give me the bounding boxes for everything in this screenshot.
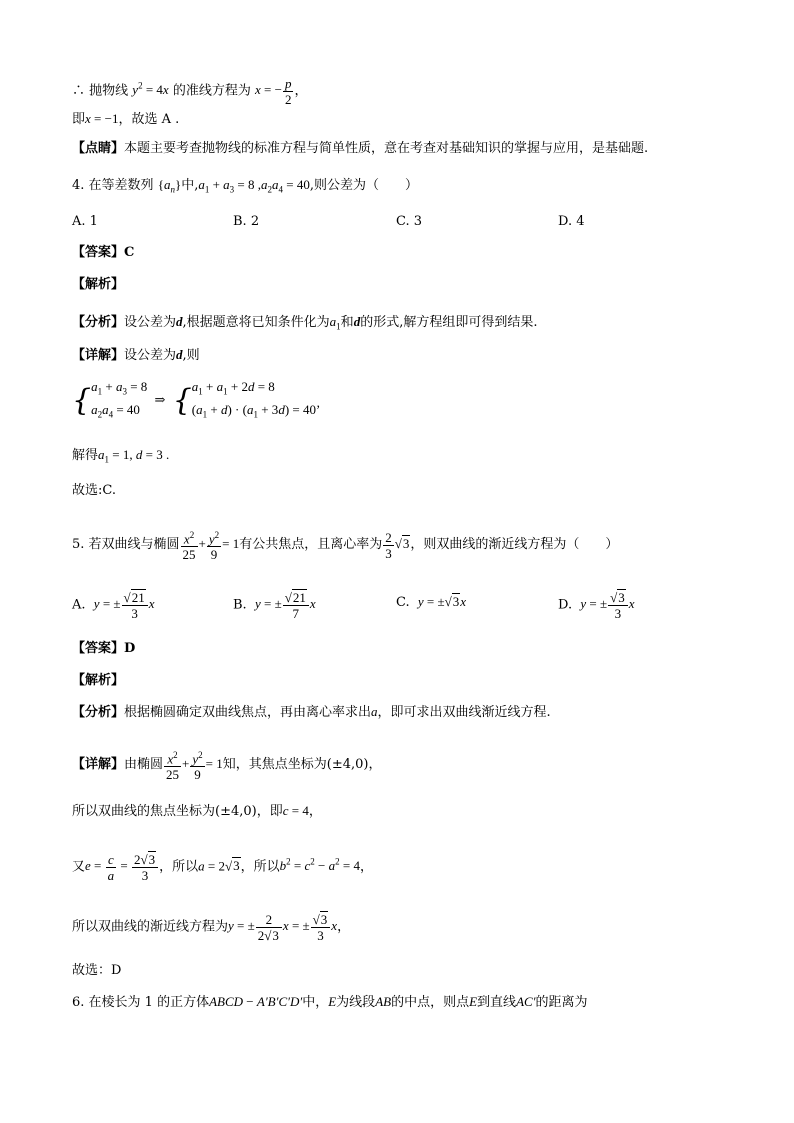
q4-fenxi-d: 的形式,解方程组即可得到结果. bbox=[360, 315, 538, 330]
q4-solve-pre: 解得 bbox=[72, 448, 99, 463]
q4-option-a: A. 1 bbox=[72, 214, 98, 229]
line-dianjing bbox=[72, 140, 648, 158]
q5-pre: 5. 若双曲线与椭圆 bbox=[72, 537, 180, 553]
q5-fenxi-b: ，即可求出双曲线渐近线方程. bbox=[377, 705, 551, 720]
q5-guxuan: 故选：D bbox=[72, 963, 122, 978]
formula-b2: $b^2 = c^2 - a^2 = 4$ bbox=[279, 857, 360, 874]
formula-c4: c = 4 bbox=[282, 803, 309, 818]
q4-xj-b: ,则 bbox=[182, 348, 200, 363]
q4-solution bbox=[72, 446, 169, 469]
q5-line2: 所以双曲线的焦点坐标为(±4,0)，即c = 4， bbox=[72, 803, 322, 819]
line-directrix: ∴ 抛物线 $y^2 = 4x$ 的准线方程为 x = − $\frac{p}{2}$ ， bbox=[72, 76, 308, 107]
q5-option-b: B. y = ± $\frac{√21}{7}$ x bbox=[233, 590, 316, 621]
text-dianjing: 本题主要考查抛物线的标准方程与简单性质，意在考查对基础知识的掌握与应用，是基础题. bbox=[124, 141, 649, 156]
question-4 bbox=[72, 176, 418, 199]
q4-stem-pre: 4. 在等差数列 bbox=[72, 178, 154, 193]
formula-q4-result: $a_1 = 1$, d = 3 . bbox=[98, 447, 170, 465]
formula-x-neg1: x = −1 bbox=[85, 111, 119, 126]
formula-seq: $\{a_n\}$ bbox=[157, 177, 182, 195]
q4-answer: 【答案】C bbox=[72, 245, 135, 260]
q4-guxuan: 故选:C. bbox=[72, 483, 116, 498]
q5-xj-a: 由椭圆 bbox=[124, 757, 164, 773]
formula-foci: (±4,0)， bbox=[326, 757, 382, 773]
formula-parabola: $y^2 = 4x$ bbox=[132, 81, 169, 98]
q5-l3-b: ，所以 bbox=[159, 859, 199, 875]
tag-xiangjie: 【详解】 bbox=[72, 348, 125, 363]
q6-b: 中， bbox=[302, 995, 329, 1010]
q4-system: {$a_1 + a_3 = 8$ $a_2a_4 = 40$ ⇒ {$a_1 + a_1 + 2d = 8$ $(a_1 + d) \cdot (a_1 + 3d) = 40$’ bbox=[72, 379, 321, 420]
tag-dianjing: 【点睛】 bbox=[72, 141, 125, 156]
tag-fenxi: 【分析】 bbox=[72, 315, 125, 330]
q5-option-c: C. y = ±√3x bbox=[396, 594, 467, 610]
q4-option-b: B. 2 bbox=[233, 214, 260, 229]
q4-option-c: C. 3 bbox=[396, 214, 423, 229]
var-E: E bbox=[328, 994, 337, 1009]
tag-xiangjie-5: 【详解】 bbox=[72, 757, 125, 773]
formula-ellipse-2: $\frac{x^2}{25}$ + $\frac{y^2}{9}$ = 1 bbox=[166, 750, 223, 783]
q4-option-d: D. 4 bbox=[558, 214, 585, 229]
var-a: a bbox=[371, 704, 378, 719]
text-therefore-parabola: ∴ 抛物线 bbox=[72, 83, 129, 99]
q4-fenxi bbox=[72, 313, 537, 336]
formula-directrix: x = − $\frac{p}{2}$ bbox=[254, 76, 292, 107]
q4-fenxi-c: 和 bbox=[340, 315, 354, 330]
q6-a: 6. 在棱长为 1 的正方体 bbox=[72, 995, 210, 1010]
q5-answer: 【答案】D bbox=[72, 641, 136, 656]
var-d-2: d bbox=[353, 314, 361, 329]
q5-l3-a: 又 bbox=[72, 859, 86, 875]
q5-option-a: A. y = ± $\frac{√21}{3}$ x bbox=[72, 590, 155, 621]
var-E-2: E bbox=[469, 994, 478, 1009]
tag-fenxi-5: 【分析】 bbox=[72, 705, 125, 720]
formula-a: a = 2√3 bbox=[198, 858, 240, 874]
q6-c: 为线段 bbox=[336, 995, 376, 1010]
line-so-x bbox=[72, 110, 179, 129]
q4-xiangjie bbox=[72, 346, 200, 365]
q5-xiangjie bbox=[72, 748, 381, 782]
q5-jiexi: 【解析】 bbox=[72, 673, 125, 688]
q5-fenxi-a: 根据椭圆确定双曲线焦点，再由离心率求出 bbox=[124, 705, 372, 720]
question-6 bbox=[72, 993, 588, 1012]
q5-mid: 有公共焦点，且离心率为 bbox=[239, 537, 383, 553]
formula-cube: ABCD − A′B′C′D′ bbox=[209, 994, 303, 1009]
var-AB: AB bbox=[375, 994, 392, 1009]
q5-post: ，则双曲线的渐近线方程为（ ） bbox=[410, 537, 619, 553]
q6-e: 到直线 bbox=[477, 995, 517, 1010]
formula-q4-cond: $a_1 + a_3 = 8$ $,a_2a_4 = 40$ bbox=[198, 177, 310, 195]
formula-ecc: $\frac{2}{3}$ √3 bbox=[385, 529, 410, 561]
q4-fenxi-a: 设公差为 bbox=[124, 315, 177, 330]
text-directrix-eq: 的准线方程为 bbox=[172, 83, 251, 99]
q5-l3-c: ，所以 bbox=[240, 859, 280, 875]
q4-xj-a: 设公差为 bbox=[124, 348, 177, 363]
var-a1: $a_1$ bbox=[329, 314, 341, 332]
q6-f: 的距离为 bbox=[535, 995, 588, 1010]
q6-d: 的中点，则点 bbox=[391, 995, 470, 1010]
q5-option-d: D. y = ± $\frac{√3}{3}$ x bbox=[558, 590, 635, 621]
q5-fenxi bbox=[72, 703, 551, 722]
q5-xj-b: 知，其焦点坐标为 bbox=[222, 757, 327, 773]
formula-ellipse: $\frac{x^2}{25}$ + $\frac{y^2}{9}$ = 1 bbox=[182, 530, 240, 563]
q4-stem-post: ,则公差为（ ） bbox=[309, 178, 418, 193]
formula-asymptote: y = ± $\frac{2}{2√3}$ x = ± $\frac{√3}{3}$ x bbox=[228, 912, 338, 943]
formula-foci-2: (±4,0) bbox=[215, 804, 257, 819]
var-d-3: d bbox=[176, 347, 183, 362]
var-AC: AC′ bbox=[516, 994, 536, 1009]
q5-l2-a: 所以双曲线的焦点坐标为 bbox=[72, 804, 216, 819]
question-5 bbox=[72, 528, 618, 562]
q4-jiexi: 【解析】 bbox=[72, 277, 125, 292]
q5-line4: 所以双曲线的渐近线方程为y = ± $\frac{2}{2√3}$ x = ± $\frac{√3}{3}$ x， bbox=[72, 912, 351, 943]
text-choose-a: ，故选 A . bbox=[118, 112, 180, 127]
q4-fenxi-b: ,根据题意将已知条件化为 bbox=[182, 315, 330, 330]
q5-l2-b: ，即 bbox=[256, 804, 283, 819]
var-d: d bbox=[176, 314, 183, 329]
q4-stem-mid: 中, bbox=[181, 178, 199, 193]
q5-l4-a: 所以双曲线的渐近线方程为 bbox=[72, 919, 229, 935]
q5-line3: 又e = $\frac{c}{a}$ = $\frac{2√3}{3}$ ，所以a = 2√3，所以$b^2 = c^2 - a^2 = 4$， bbox=[72, 852, 373, 883]
formula-e: e = $\frac{c}{a}$ = $\frac{2√3}{3}$ bbox=[85, 858, 159, 873]
text-ji: 即 bbox=[72, 112, 86, 127]
